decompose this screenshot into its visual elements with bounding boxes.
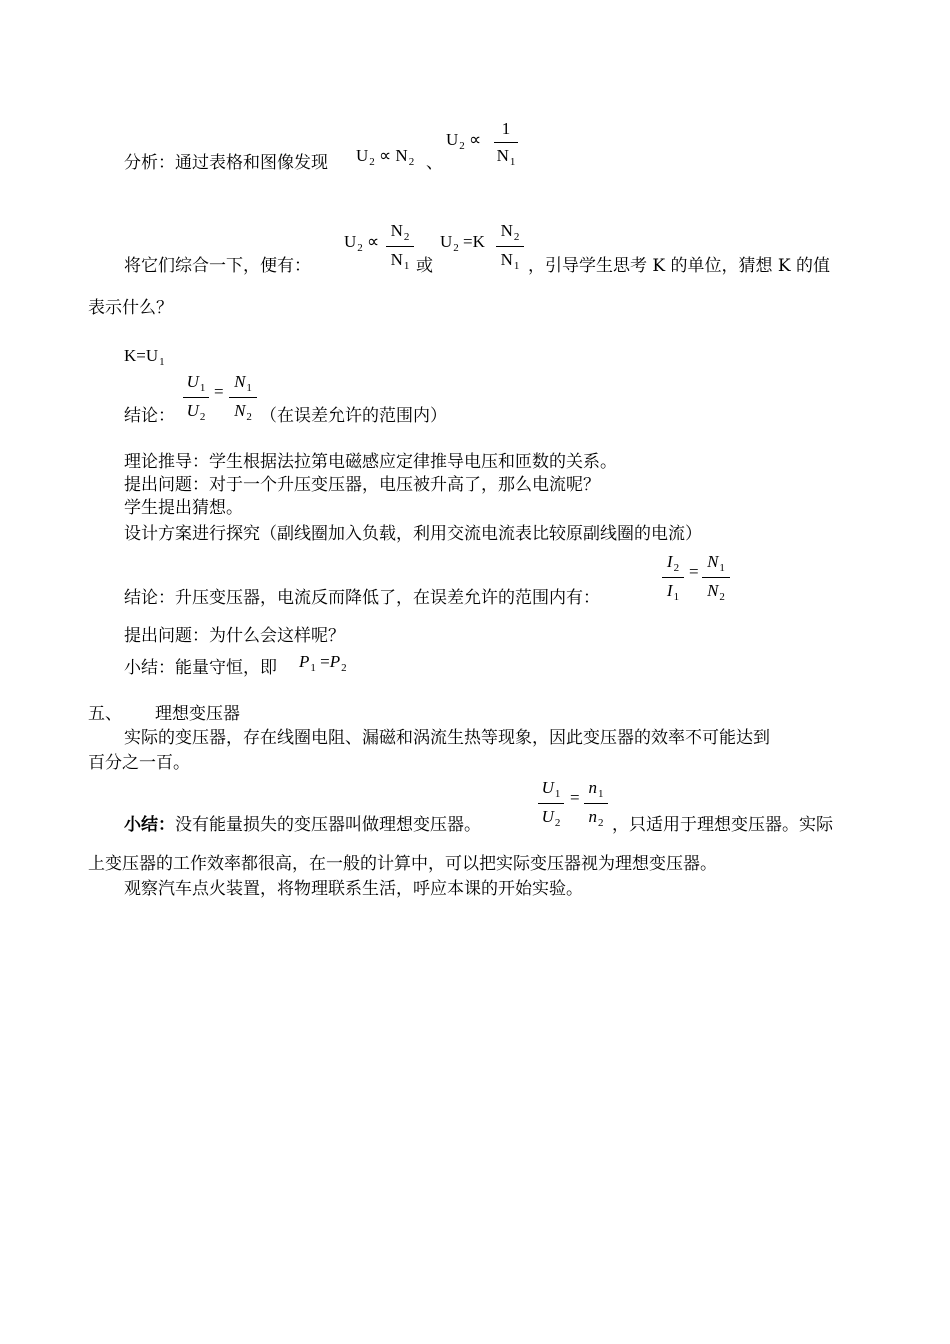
summary2-text: 没有能量损失的变压器叫做理想变压器。 xyxy=(175,815,481,835)
frac-u1-over-u2: $U_1$ $U_2$ xyxy=(183,371,209,424)
summary1-text: 小结：能量守恒，即 xyxy=(124,658,277,678)
formula-u2-eq-k-ratio: $U_2 =K$ xyxy=(440,232,485,254)
question2-line: 提出问题：为什么会这样呢？ xyxy=(124,626,345,646)
question1-line: 提出问题：对于一个升压变压器，电压被升高了，那么电流呢？ xyxy=(124,475,600,495)
analysis-sep: 、 xyxy=(426,153,443,173)
final-line: 观察汽车点火装置，将物理联系生活，呼应本课的开始实验。 xyxy=(124,879,583,899)
frac-n2-over-n1-b: $N_2$ $N_1$ xyxy=(496,220,524,273)
section5-para1-line1: 实际的变压器，存在线圈电阻、漏磁和涡流生热等现象，因此变压器的效率不可能达到 xyxy=(124,728,770,748)
summary2-label: 小结： xyxy=(124,815,175,835)
analysis-line xyxy=(124,152,328,174)
frac-i2-over-i1: $I_2$ $I_1$ xyxy=(662,551,684,604)
summary2-line xyxy=(124,814,481,836)
formula-u2-prop-n2: $U_2 \propto N_2$ xyxy=(356,146,415,168)
combine-or: 或 xyxy=(416,256,433,276)
formula-u2-prop-ratio: $U_2$ ∝ xyxy=(344,232,380,254)
equals-sign: = xyxy=(214,382,224,401)
frac-1-over-n1: 1 $N_1$ xyxy=(494,118,518,169)
section5-title: 理想变压器 xyxy=(155,704,240,724)
summary2-suffix: ，只适用于理想变压器。实际 xyxy=(612,815,833,835)
frac-n1-over-n2-lower: $n_1$ $n_2$ xyxy=(584,777,608,830)
conclusion2-text: 结论：升压变压器，电流反而降低了，在误差允许的范围内有： xyxy=(124,588,600,608)
conclusion1-note: （在误差允许的范围内） xyxy=(260,406,447,426)
formula-p1-eq-p2: $P_1 =P_2$ xyxy=(299,652,347,674)
conclusion1-label: 结论： xyxy=(124,406,175,426)
frac-n2-over-n1-a: $N_2$ $N_1$ xyxy=(386,220,414,273)
frac-n1-over-n2-b: $N_1$ $N_2$ xyxy=(702,551,730,604)
combine-line xyxy=(124,255,311,277)
design-line: 设计方案进行探究（副线圈加入负载，利用交流电流表比较原副线圈的电流） xyxy=(124,524,702,544)
frac-n1-over-n2: $N_1$ $N_2$ xyxy=(229,371,257,424)
frac-u1-over-u2-b: $U_1$ $U_2$ xyxy=(538,777,564,830)
k-equation: $K=U_1$ xyxy=(124,346,165,368)
guess-line: 学生提出猜想。 xyxy=(124,498,243,518)
theory-line: 理论推导：学生根据法拉第电磁感应定律推导电压和匝数的关系。 xyxy=(124,452,617,472)
section5-para1-line2: 百分之一百。 xyxy=(88,753,190,773)
section5-number: 五、 xyxy=(88,704,122,724)
summary2-line2: 上变压器的工作效率都很高，在一般的计算中，可以把实际变压器视为理想变压器。 xyxy=(88,854,717,874)
analysis-prefix: 分析：通过表格和图像发现 xyxy=(124,153,328,173)
combine-suffix: ，引导学生思考 K 的单位，猜想 K 的值 xyxy=(528,256,831,276)
equals-sign-3: = xyxy=(570,788,580,807)
combine-cont: 表示什么？ xyxy=(88,298,173,318)
combine-prefix: 将它们综合一下，便有： xyxy=(124,256,311,276)
equals-sign-2: = xyxy=(689,562,699,581)
